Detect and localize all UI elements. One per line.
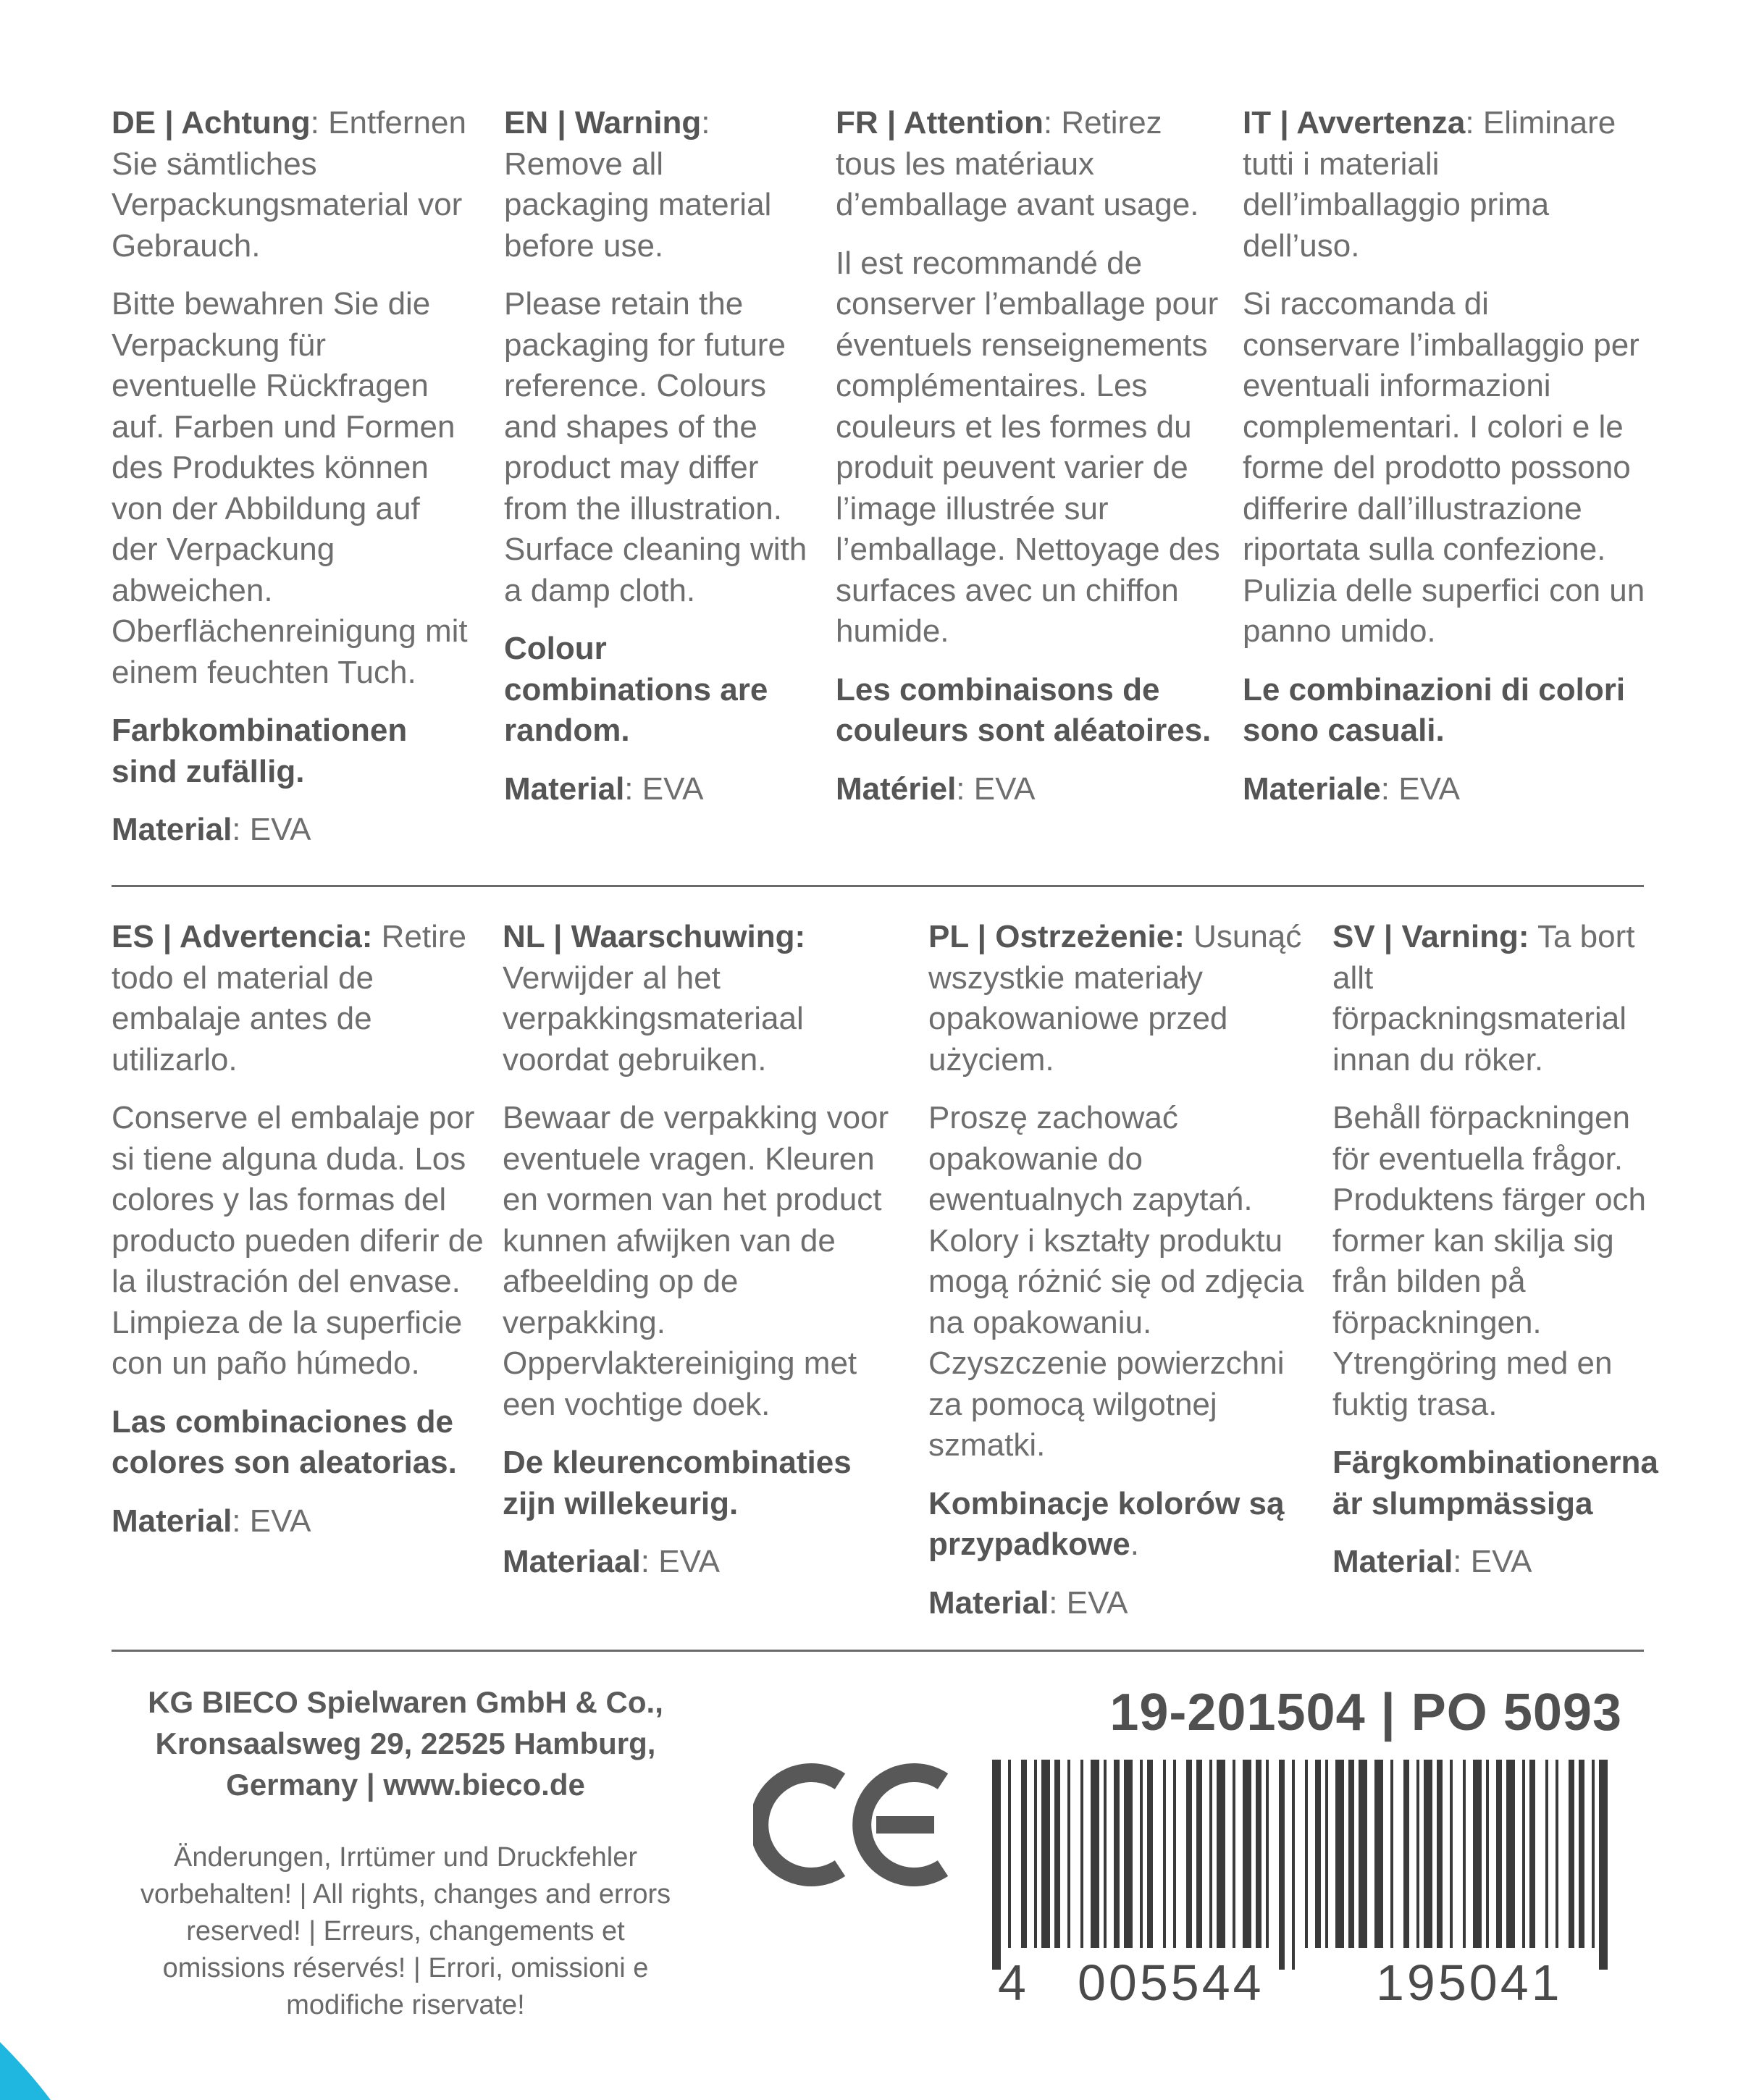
warning-text: Usunąć wszystkie materiały opakowaniowe przed użyciem. — [928, 919, 1302, 1078]
body-text: Proszę zachować opakowanie do ewentualnych zapytań. Kolory i kształty produktu mogą różnić się od zdjęcia na opakowaniu. Czyszczenie powierzchni za pomocą wilgotnej szmatki. — [928, 1100, 1304, 1463]
barcode-group-2: 195041 — [1376, 1954, 1563, 2006]
barcode-bar — [1463, 1760, 1466, 1948]
random-note: Kombinacje kolorów są przypadkowe. — [928, 1485, 1285, 1562]
warning-label: Attention — [903, 105, 1044, 140]
warning-label: Waarschuwing — [571, 919, 795, 954]
section-nl — [503, 917, 908, 1600]
random-note-text: Kombinacje kolorów są przypadkowe — [928, 1485, 1285, 1562]
warning-text: Ta bort allt förpackningsmaterial innan du röker. — [1332, 919, 1635, 1078]
material-line: Material: EVA — [928, 1584, 1128, 1621]
disclaimer-text: Änderungen, Irrtümer und Druckfehler vorbehalten! | All rights, changes and errors reserved! | Erreurs, changements et omissions réservés! | Errori, omissioni e modifiche riservate! — [140, 1842, 671, 2020]
barcode-bar — [1173, 1760, 1176, 1948]
barcode-bar — [1256, 1760, 1261, 1948]
company-street: Kronsaalsweg 29, 22525 Hamburg, — [155, 1726, 656, 1760]
barcode-bar — [1473, 1760, 1482, 1948]
random-note: Farbkombinationen sind zufällig. — [112, 713, 408, 789]
warning-text: Verwijder al het verpakkingsmateriaal voordat gebruiken. — [503, 959, 804, 1078]
lang-code: PL — [928, 919, 969, 954]
barcode-bar — [1416, 1760, 1419, 1948]
barcode-bar — [1186, 1760, 1192, 1948]
material-label: Material — [112, 812, 232, 847]
material-line: Material: EVA — [504, 770, 704, 807]
material-value: EVA — [1066, 1584, 1128, 1621]
barcode-bar — [1292, 1760, 1295, 1970]
material-line: Material: EVA — [112, 812, 311, 847]
material-value: EVA — [1470, 1544, 1532, 1579]
warning-label: Achtung — [181, 105, 311, 140]
warning-paragraph: EN | Warning: Remove all packaging material before use. — [504, 105, 772, 264]
warning-paragraph: SV | Varning: Ta bort allt förpackningsmaterial innan du röker. — [1332, 919, 1635, 1078]
material-line: Material: EVA — [1332, 1544, 1532, 1579]
material-line: Matériel: EVA — [836, 770, 1036, 807]
barcode-bar — [1034, 1760, 1037, 1948]
warning-label: Ostrzeżenie — [995, 919, 1175, 954]
barcode-bar — [1359, 1760, 1367, 1948]
barcode-bar — [1496, 1760, 1502, 1948]
material-line: Material: EVA — [112, 1503, 311, 1539]
section-pl — [928, 917, 1312, 1641]
warning-text: Entfernen Sie sämtliches Verpackungsmaterial vor Gebrauch. — [112, 105, 466, 264]
material-value: EVA — [642, 770, 704, 807]
lang-code: FR — [836, 105, 878, 140]
barcode-bar — [1196, 1760, 1202, 1948]
barcode-bar — [1529, 1760, 1535, 1948]
warning-paragraph: FR | Attention: Retirez tous les matériaux d’emballage avant usage. — [836, 105, 1199, 222]
material-value: EVA — [249, 1503, 311, 1539]
material-label: Material — [928, 1584, 1049, 1621]
barcode-bar — [1545, 1760, 1548, 1948]
barcode-bar — [1348, 1760, 1354, 1948]
barcode-bar — [1315, 1760, 1321, 1948]
barcode-bar — [1209, 1760, 1212, 1948]
barcode-bar — [1390, 1760, 1393, 1948]
material-value: EVA — [249, 812, 311, 847]
barcode-bar — [1579, 1760, 1584, 1948]
barcode-bar — [1008, 1760, 1011, 1948]
barcode-bar — [1569, 1760, 1574, 1948]
section-it — [1243, 103, 1648, 827]
random-note: Färgkombinationerna är slumpmässiga — [1332, 1445, 1658, 1521]
barcode-bar — [1114, 1760, 1120, 1948]
company-address — [130, 1681, 681, 1805]
body-text: Please retain the packaging for future reference. Colours and shapes of the product may differ from the illustration. Surface cleaning with a damp cloth. — [504, 286, 807, 608]
warning-label: Avvertenza — [1296, 105, 1466, 140]
random-note: Colour combinations are random. — [504, 631, 768, 748]
barcode-bar — [1217, 1760, 1225, 1948]
barcode-bar — [1305, 1760, 1308, 1948]
body-text: Il est recommandé de conserver l’emballage pour éventuels renseignements complémentaires. Les couleurs et les formes du produit peuvent varier de l’image illustrée sur l’emballage. Nettoyage des surfaces avec un chiffon humide. — [836, 245, 1220, 649]
material-value: EVA — [1398, 770, 1460, 807]
warning-text: Remove all packaging material before use. — [504, 146, 772, 264]
barcode-bar — [1506, 1760, 1515, 1948]
lang-code: DE — [112, 105, 156, 140]
barcode-bar — [1486, 1760, 1489, 1948]
random-note: Les combinaisons de couleurs sont aléatoires. — [836, 671, 1212, 748]
section-sv — [1332, 917, 1658, 1600]
material-label: Material — [1332, 1544, 1453, 1579]
barcode-bar — [1374, 1760, 1383, 1948]
section-en — [504, 103, 815, 827]
material-line: Materiale: EVA — [1243, 770, 1460, 807]
lang-code: SV — [1332, 919, 1375, 954]
barcode-bar — [1147, 1760, 1153, 1948]
barcode-bar — [1335, 1760, 1344, 1948]
barcode-bar — [1599, 1760, 1608, 1970]
warning-paragraph: ES | Advertencia: Retire todo el material de embalaje antes de utilizarlo. — [112, 919, 466, 1078]
body-text: Conserve el embalaje por si tiene alguna duda. Los colores y las formas del producto pueden diferir de la ilustración del envase. Limpieza de la superficie con un paño húmedo. — [112, 1100, 484, 1381]
warning-text: Retirez tous les matériaux d’emballage avant usage. — [836, 105, 1199, 222]
barcode-bar — [992, 1760, 1001, 1970]
material-label: Materiaal — [503, 1544, 641, 1579]
barcode-bar — [1592, 1760, 1595, 1948]
corner-accent-icon — [0, 2042, 58, 2100]
barcode-bar — [1325, 1760, 1328, 1948]
body-text: Bitte bewahren Sie die Verpackung für eventuelle Rückfragen auf. Farben und Formen des Produktes können von der Abbildung auf der Verpackung abweichen. Oberflächenreinigung mit einem feuchten Tuch. — [112, 286, 468, 690]
barcode-bar — [1437, 1760, 1443, 1948]
barcode-bar — [1140, 1760, 1143, 1948]
barcode-bar — [1424, 1760, 1432, 1948]
warning-label: Warning — [574, 105, 702, 140]
material-value: EVA — [658, 1544, 720, 1579]
barcode-bar — [1163, 1760, 1166, 1948]
section-de — [112, 103, 474, 868]
barcode-bar — [1054, 1760, 1060, 1948]
material-line: Materiaal: EVA — [503, 1544, 720, 1579]
section-fr — [836, 103, 1227, 827]
lang-code: IT — [1243, 105, 1272, 140]
random-note: Le combinazioni di colori sono casuali. — [1243, 671, 1626, 748]
barcode-bar — [1522, 1760, 1525, 1948]
body-text: Bewaar de verpakking voor eventuele vragen. Kleuren en vormen van het product kunnen afwijken van de afbeelding op de verpakking. Oppervlaktereiniging met een vochtige doek. — [503, 1100, 889, 1422]
article-number: 19-201504 | PO 5093 — [1109, 1684, 1622, 1742]
random-note: Las combinaciones de colores son aleatorias. — [112, 1403, 457, 1480]
body-text: Si raccomanda di conservare l’imballaggio per eventuali informazioni complementari. I colori e le forme del prodotto possono differire dall’illustrazione riportata sulla confezione. Pulizia delle superfici con un panno umido. — [1243, 286, 1645, 649]
barcode-icon — [985, 1760, 1622, 2006]
warning-paragraph: IT | Avvertenza: Eliminare tutti i materiali dell’imballaggio prima dell’uso. — [1243, 105, 1616, 264]
lang-code: ES — [112, 919, 154, 954]
barcode-bar — [1556, 1760, 1558, 1948]
barcode-bar — [1243, 1760, 1251, 1948]
barcode-bar — [1104, 1760, 1107, 1948]
barcode-bar — [1080, 1760, 1083, 1948]
section-es — [112, 917, 488, 1559]
barcode-bar — [1266, 1760, 1269, 1948]
company-name: KG BIECO Spielwaren GmbH & Co., — [148, 1685, 663, 1719]
barcode-group-1: 005544 — [1078, 1954, 1264, 2006]
barcode-bar — [1279, 1760, 1285, 1970]
barcode-bar — [1067, 1760, 1070, 1948]
warning-label: Varning — [1401, 919, 1519, 954]
barcode-bar — [1091, 1760, 1099, 1948]
warning-paragraph: NL | Waarschuwing: Verwijder al het verpakkingsmateriaal voordat gebruiken. — [503, 919, 806, 1078]
company-country-web: Germany | www.bieco.de — [226, 1768, 585, 1802]
warning-text: Eliminare tutti i materiali dell’imballaggio prima dell’uso. — [1243, 105, 1616, 264]
material-label: Matériel — [836, 770, 957, 807]
material-label: Material — [112, 1503, 232, 1539]
barcode-bar — [1041, 1760, 1050, 1948]
ce-mark-icon — [753, 1752, 956, 1897]
random-note: De kleurencombinaties zijn willekeurig. — [503, 1445, 852, 1521]
barcode-bar — [1124, 1760, 1133, 1948]
warning-paragraph: DE | Achtung: Entfernen Sie sämtliches Verpackungsmaterial vor Gebrauch. — [112, 105, 466, 264]
lang-code: EN — [504, 105, 549, 140]
barcode-bar — [1021, 1760, 1027, 1948]
section-divider-bottom — [112, 1650, 1644, 1652]
section-divider-top — [112, 885, 1644, 887]
barcode-bar — [1233, 1760, 1235, 1948]
body-text: Behåll förpackningen för eventuella frågor. Produktens färger och former kan skilja sig från bilden på förpackningen. Ytrengöring med en fuktig trasa. — [1332, 1100, 1646, 1422]
barcode-bar — [1403, 1760, 1409, 1948]
warning-paragraph: PL | Ostrzeżenie: Usunąć wszystkie materiały opakowaniowe przed użyciem. — [928, 919, 1302, 1078]
material-label: Material — [504, 770, 625, 807]
material-label: Materiale — [1243, 770, 1381, 807]
warning-text: Retire todo el material de embalaje antes de utilizarlo. — [112, 919, 466, 1078]
warning-label: Advertencia — [179, 919, 362, 954]
barcode-left-digit: 4 — [998, 1954, 1026, 2006]
lang-code: NL — [503, 919, 545, 954]
barcode-bar — [1450, 1760, 1453, 1948]
material-value: EVA — [973, 770, 1036, 807]
